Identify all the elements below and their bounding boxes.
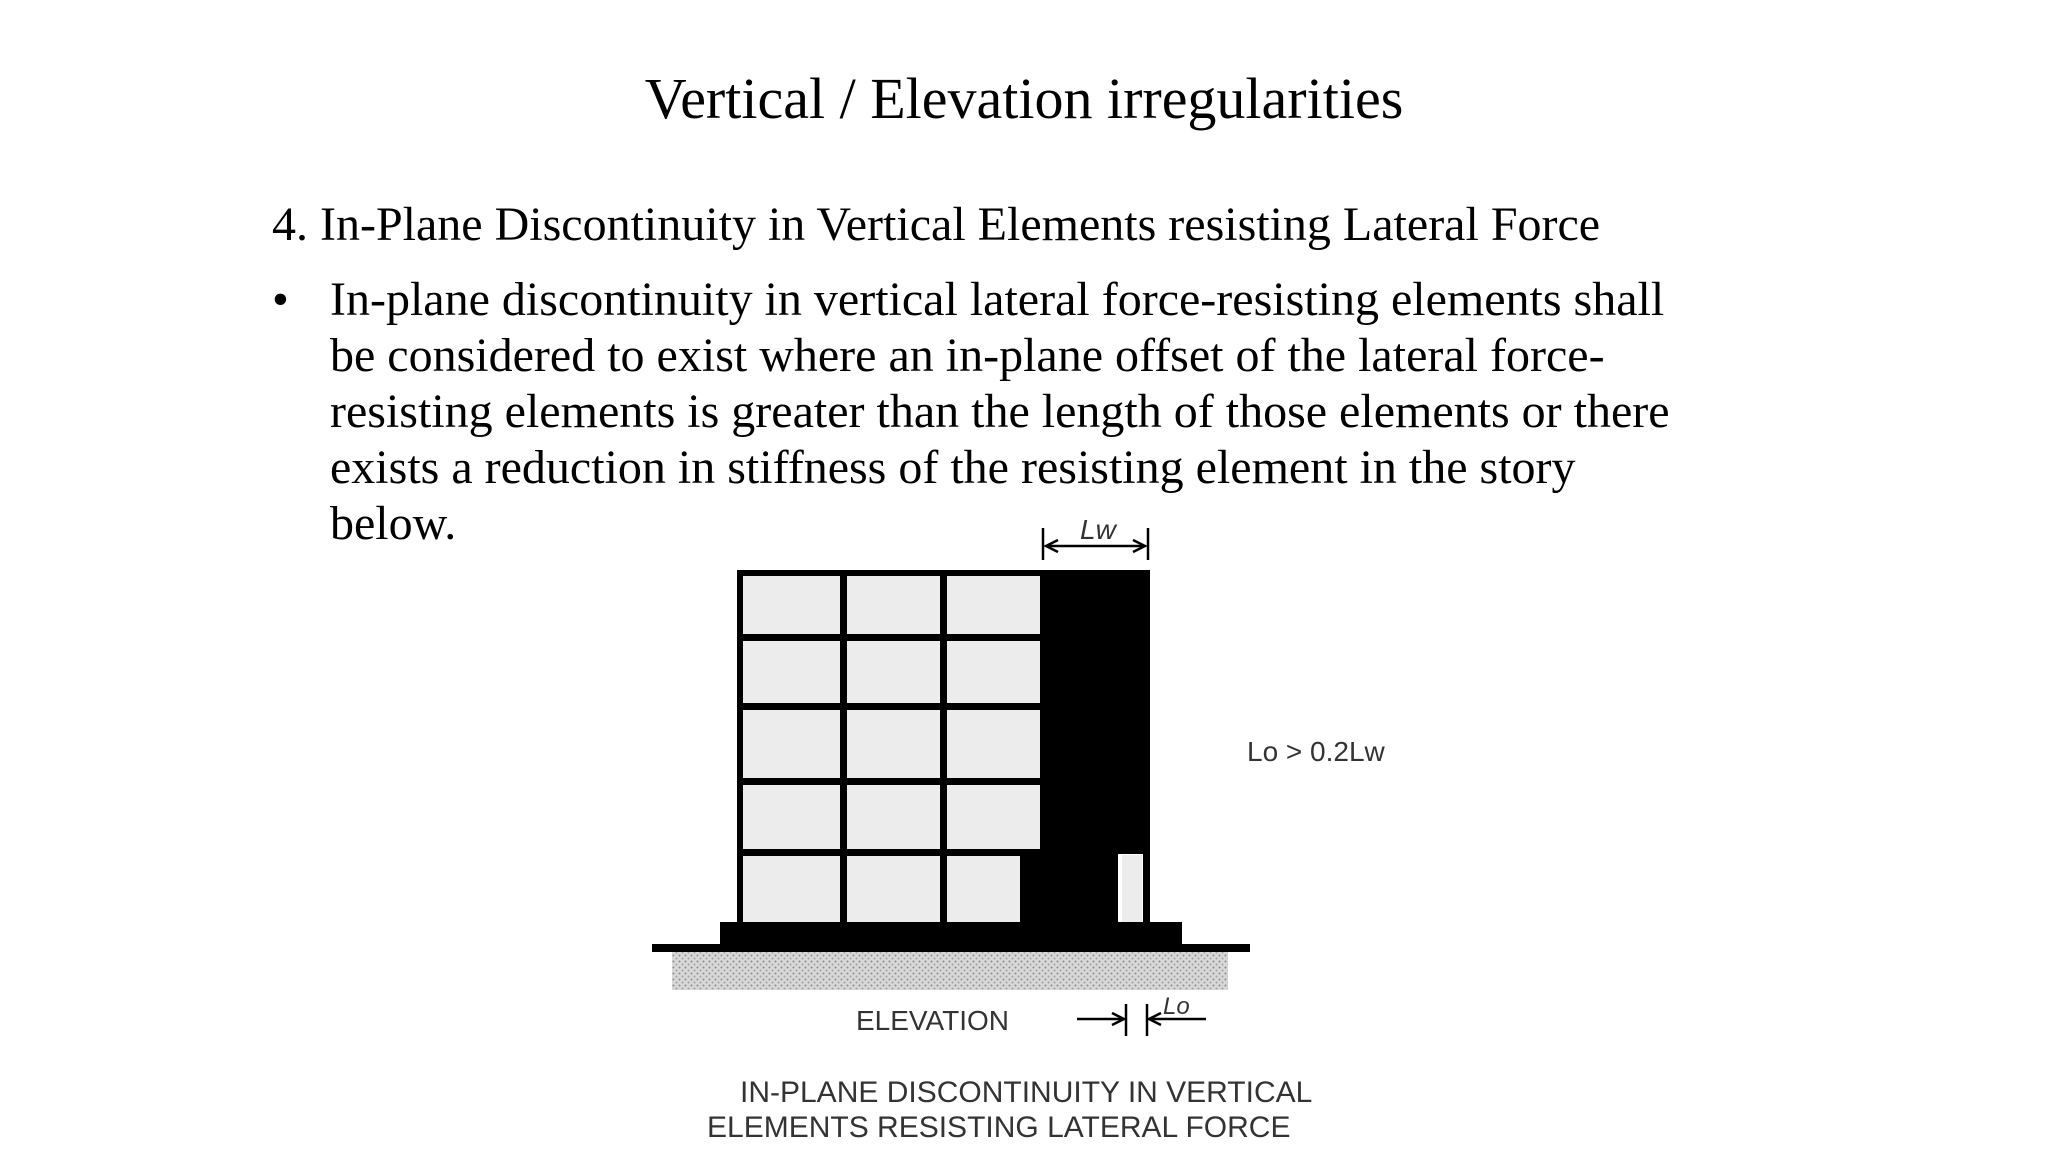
shear-wall-lower — [1020, 850, 1118, 924]
bullet-line: resisting elements is greater than the length of those elements or there — [330, 385, 1670, 438]
shear-wall-lower-right — [1143, 850, 1150, 924]
section-heading: 4. In-Plane Discontinuity in Vertical Elements resisting Lateral Force — [272, 198, 1601, 251]
frame-panel — [743, 710, 840, 778]
figure-caption-line-2: ELEMENTS RESISTING LATERAL FORCE — [707, 1111, 1291, 1144]
frame-panel — [743, 641, 840, 703]
frame-panel — [743, 576, 840, 634]
frame-panel — [947, 710, 1040, 778]
figure-caption-line-1: IN-PLANE DISCONTINUITY IN VERTICAL — [740, 1076, 1313, 1109]
ground-line — [652, 944, 1250, 952]
lo-label: Lo — [1163, 993, 1190, 1020]
soil-hatch — [672, 952, 1228, 990]
slide-title: Vertical / Elevation irregularities — [644, 66, 1404, 131]
frame-panel — [847, 785, 940, 849]
elevation-label: ELEVATION — [856, 1005, 1010, 1036]
frame-panels — [743, 576, 1040, 922]
frame-panel — [847, 576, 940, 634]
frame-panel — [743, 856, 840, 922]
frame-panel — [743, 785, 840, 849]
bullet-marker: • — [272, 273, 289, 326]
bottom-opening — [1122, 855, 1142, 923]
bullet-line: be considered to exist where an in-plane offset of the lateral force- — [330, 329, 1605, 382]
bullet-line: In-plane discontinuity in vertical lateral force-resisting elements shall — [330, 273, 1665, 326]
condition-label: Lo > 0.2Lw — [1247, 736, 1385, 767]
frame-panel — [847, 856, 940, 922]
frame-panel — [947, 856, 1020, 922]
lw-label: Lw — [1080, 514, 1116, 545]
frame-panel — [847, 710, 940, 778]
frame-panel — [947, 785, 1040, 849]
frame-panel — [847, 641, 940, 703]
bullet-line: below. — [330, 497, 457, 550]
frame-panel — [947, 641, 1040, 703]
bullet-line: exists a reduction in stiffness of the resisting element in the story — [330, 441, 1576, 494]
shear-wall-upper — [1040, 570, 1150, 854]
frame-panel — [947, 576, 1040, 634]
foundation — [720, 922, 1182, 946]
